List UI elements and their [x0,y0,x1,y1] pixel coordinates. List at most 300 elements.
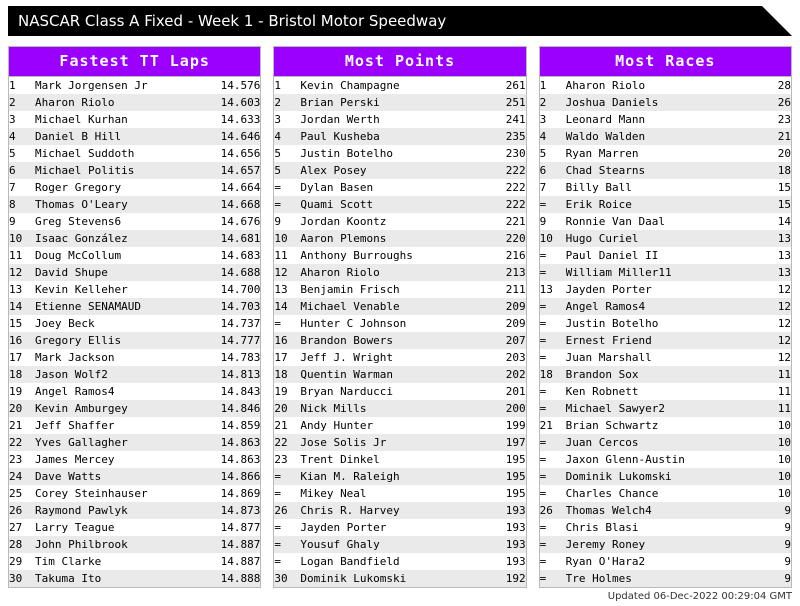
row-value: 192 [472,570,526,587]
row-position: = [539,487,547,500]
row-position: 3 [9,113,16,126]
row-position: 30 [274,570,300,587]
row-driver-name: Ernest Friend [566,332,737,349]
table-row [540,519,791,536]
row-driver-name: Quami Scott [300,196,471,213]
row-driver-name: Chris R. Harvey [300,502,471,519]
row-position: 16 [274,332,300,349]
table-row [274,383,525,400]
row-value: 14.887 [206,536,260,553]
row-position: 12 [9,264,35,281]
row-position: 27 [9,521,23,534]
row-value: 193 [505,555,526,568]
table-row [9,94,260,111]
row-position: 2 [540,94,566,111]
row-driver-name: Ryan Marren [565,147,639,160]
row-value: 209 [505,317,526,330]
row-position: = [540,400,566,417]
row-value: 14.813 [206,366,260,383]
row-value: 14.783 [220,351,261,364]
row-value: 235 [472,128,526,145]
row-value: 14.843 [220,385,261,398]
row-driver-name: Anthony Burroughs [300,249,413,262]
row-value: 213 [472,264,526,281]
row-position: = [274,196,300,213]
row-position: = [274,468,300,485]
table-row [274,519,525,536]
row-position: 29 [9,555,23,568]
table-row [274,349,525,366]
row-value: 251 [472,94,526,111]
table-row [9,162,260,179]
row-driver-name: Jose Solis Jr [300,434,471,451]
row-driver-name: Juan Marshall [565,351,652,364]
table-row [274,332,525,349]
row-value: 11 [737,366,791,383]
row-value: 14.646 [206,128,260,145]
table-row [540,111,791,128]
table-row [274,145,525,162]
row-position: = [540,570,566,587]
row-value: 14.633 [220,113,261,126]
row-position: = [539,555,547,568]
row-position: 26 [540,502,566,519]
table-row [540,417,791,434]
row-position: = [539,249,547,262]
row-driver-name: Joshua Daniels [566,94,737,111]
row-value: 14.703 [206,298,260,315]
table-row [540,553,791,570]
table-row [9,349,260,366]
row-position: = [274,521,281,534]
table-row [274,94,525,111]
row-position: = [274,555,281,568]
row-driver-name: William Miller11 [566,264,737,281]
table-row [9,502,260,519]
corner-fold-decoration [762,6,792,36]
row-value: 21 [737,128,791,145]
row-position: 3 [274,113,281,126]
row-driver-name: Jeff J. Wright [300,351,394,364]
table-row [9,434,260,451]
table-row [9,519,260,536]
row-position: 6 [540,162,566,179]
table-most-races [540,77,791,587]
table-row [9,315,260,332]
row-position: 1 [539,79,547,92]
row-value: 14.688 [206,264,260,281]
panel-title-most-races: Most Races [540,47,791,77]
row-position: = [540,468,566,485]
row-driver-name: Chris Blasi [565,521,639,534]
row-driver-name: Angel Ramos4 [35,385,115,398]
row-position: = [539,453,547,466]
table-row [9,179,260,196]
table-most-points [274,77,525,587]
row-driver-name: Billy Ball [565,181,632,194]
row-position: 21 [9,419,23,432]
table-row [540,145,791,162]
table-row [274,434,525,451]
table-row [540,349,791,366]
table-row [274,485,525,502]
row-driver-name: Brian Perski [300,94,471,111]
row-position: 12 [274,264,300,281]
table-row [9,553,260,570]
row-position: = [539,385,547,398]
row-position: 5 [9,147,16,160]
row-driver-name: Michael Venable [300,298,471,315]
row-position: 5 [539,147,547,160]
row-value: 261 [505,79,526,92]
row-position: 19 [9,385,23,398]
row-value: 221 [505,215,526,228]
row-value: 199 [505,419,526,432]
row-driver-name: Jordan Werth [300,113,380,126]
row-value: 12 [737,332,791,349]
row-driver-name: Paul Daniel II [565,249,659,262]
row-value: 13 [737,264,791,281]
row-driver-name: Dominik Lukomski [566,468,737,485]
table-row [9,281,260,298]
row-position: = [539,317,547,330]
table-row [9,468,260,485]
row-position: 2 [9,94,35,111]
row-position: 10 [540,230,566,247]
row-value: 14.681 [206,230,260,247]
panel-most-points [273,46,526,588]
updated-timestamp: Updated 06-Dec-2022 00:29:04 GMT [607,591,792,602]
row-driver-name: Isaac González [35,230,206,247]
table-row [274,196,525,213]
row-driver-name: Andy Hunter [300,419,374,432]
title-bar [8,6,792,36]
row-position: 3 [539,113,547,126]
row-position: 10 [9,230,35,247]
row-driver-name: Jayden Porter [300,521,387,534]
table-row [274,502,525,519]
row-position: = [539,351,547,364]
row-value: 222 [505,181,526,194]
row-position: 17 [274,351,288,364]
table-row [9,111,260,128]
table-row [540,230,791,247]
row-position: = [540,434,566,451]
row-driver-name: Kevin Champagne [300,79,400,92]
table-row [9,213,260,230]
row-value: 207 [472,332,526,349]
row-position: 22 [9,434,35,451]
row-driver-name: Yousuf Ghaly [300,536,471,553]
row-value: 11 [737,400,791,417]
row-position: 23 [9,453,23,466]
table-row [274,128,525,145]
row-driver-name: Raymond Pawlyk [35,502,206,519]
row-value: 230 [505,147,526,160]
table-row [9,485,260,502]
row-value: 14.576 [220,79,261,92]
table-row [274,366,525,383]
row-driver-name: Tre Holmes [566,570,737,587]
row-position: = [274,181,281,194]
row-position: 9 [539,215,547,228]
row-value: 9 [737,536,791,553]
row-position: 23 [274,453,288,466]
row-value: 14.700 [220,283,261,296]
row-position: 11 [9,249,23,262]
row-driver-name: Mark Jackson [35,351,115,364]
row-position: = [274,487,281,500]
table-row [540,536,791,553]
table-row [9,570,260,587]
row-driver-name: Erik Roice [566,196,737,213]
table-row [274,468,525,485]
table-row [274,247,525,264]
row-driver-name: Michael Sawyer2 [566,400,737,417]
row-position: 18 [274,366,300,383]
stats-page [0,6,800,606]
row-driver-name: Greg Stevens6 [35,215,122,228]
row-position: 22 [274,434,300,451]
table-row [274,570,525,587]
row-position: = [540,298,566,315]
row-driver-name: Nick Mills [300,400,471,417]
row-driver-name: Hunter C Johnson [300,317,407,330]
row-value: 11 [777,385,791,398]
row-driver-name: Angel Ramos4 [566,298,737,315]
panels-container [8,46,792,588]
row-value: 14 [777,215,791,228]
row-value: 14.603 [206,94,260,111]
row-position: 8 [9,196,35,213]
row-value: 193 [472,536,526,553]
row-position: 15 [9,317,23,330]
row-value: 12 [777,351,791,364]
row-driver-name: Kevin Amburgey [35,400,206,417]
table-row [274,553,525,570]
table-row [540,94,791,111]
row-position: 1 [9,79,16,92]
table-row [540,281,791,298]
table-row [9,536,260,553]
row-value: 9 [737,570,791,587]
table-row [540,383,791,400]
row-value: 28 [777,79,791,92]
row-position: 21 [274,419,288,432]
table-row [540,128,791,145]
row-position: 4 [540,128,566,145]
table-row [9,366,260,383]
row-position: 18 [540,366,566,383]
row-driver-name: Mark Jorgensen Jr [35,79,148,92]
row-value: 241 [505,113,526,126]
row-driver-name: Thomas O'Leary [35,196,206,213]
table-row [540,451,791,468]
row-value: 9 [784,521,791,534]
row-position: 18 [9,366,35,383]
row-driver-name: Leonard Mann [565,113,646,126]
table-row [9,196,260,213]
table-row [274,162,525,179]
row-value: 209 [472,298,526,315]
row-value: 14.683 [220,249,261,262]
row-value: 13 [777,249,791,262]
row-driver-name: Michael Politis [35,162,206,179]
table-row [9,145,260,162]
table-row [540,332,791,349]
row-position: 26 [274,502,300,519]
row-position: 2 [274,94,300,111]
row-driver-name: Thomas Welch4 [566,502,737,519]
row-value: 26 [737,94,791,111]
table-row [540,264,791,281]
row-value: 14.887 [220,555,261,568]
table-row [9,417,260,434]
row-value: 14.866 [206,468,260,485]
table-row [274,536,525,553]
row-driver-name: Chad Stearns [566,162,737,179]
row-driver-name: Dylan Basen [300,181,374,194]
table-row [540,162,791,179]
row-value: 9 [737,502,791,519]
table-row [540,179,791,196]
row-driver-name: Doug McCollum [35,249,122,262]
row-driver-name: Jayden Porter [565,283,652,296]
row-value: 15 [737,196,791,213]
row-position: 9 [274,215,281,228]
row-driver-name: Kevin Kelleher [35,283,128,296]
row-driver-name: Justin Botelho [300,147,394,160]
row-driver-name: Bryan Narducci [300,385,394,398]
table-row [540,502,791,519]
table-row [9,230,260,247]
row-position: = [274,536,300,553]
table-row [9,451,260,468]
row-value: 14.873 [206,502,260,519]
row-value: 10 [737,434,791,451]
row-driver-name: Jason Wolf2 [35,366,206,383]
row-driver-name: Waldo Walden [566,128,737,145]
row-driver-name: Charles Chance [565,487,659,500]
row-value: 222 [472,162,526,179]
row-value: 12 [737,298,791,315]
row-driver-name: Etienne SENAMAUD [35,298,206,315]
table-row [274,264,525,281]
row-driver-name: Roger Gregory [35,181,122,194]
row-driver-name: Brandon Sox [566,366,737,383]
row-value: 10 [777,487,791,500]
row-driver-name: David Shupe [35,264,206,281]
row-position: 14 [9,298,35,315]
row-value: 14.888 [206,570,260,587]
row-value: 14.777 [206,332,260,349]
row-position: 19 [274,385,288,398]
panel-title-most-points: Most Points [274,47,525,77]
row-value: 14.668 [206,196,260,213]
row-driver-name: Aharon Riolo [300,264,471,281]
row-position: 13 [9,283,23,296]
row-driver-name: John Philbrook [35,536,206,553]
row-position: 10 [274,230,300,247]
row-position: 13 [539,283,553,296]
row-value: 14.877 [220,521,261,534]
row-value: 14.869 [220,487,261,500]
row-driver-name: James Mercey [35,453,115,466]
row-driver-name: Jeremy Roney [566,536,737,553]
table-row [540,434,791,451]
row-position: 4 [9,128,35,145]
row-value: 10 [777,419,791,432]
row-driver-name: Alex Posey [300,162,471,179]
row-driver-name: Daniel B Hill [35,128,206,145]
row-value: 14.737 [220,317,261,330]
row-position: 16 [9,332,35,349]
table-row [274,315,525,332]
table-row [9,400,260,417]
table-row [274,111,525,128]
row-position: = [540,264,566,281]
table-row [9,332,260,349]
table-row [540,366,791,383]
row-driver-name: Michael Suddoth [35,147,135,160]
table-row [540,570,791,587]
row-position: = [540,536,566,553]
row-driver-name: Quentin Warman [300,366,471,383]
row-position: = [540,332,566,349]
row-driver-name: Michael Kurhan [35,113,128,126]
table-row [9,247,260,264]
row-driver-name: Ken Robnett [565,385,639,398]
row-position: 1 [274,79,281,92]
table-row [540,213,791,230]
row-driver-name: Ronnie Van Daal [565,215,665,228]
row-driver-name: Yves Gallagher [35,434,206,451]
panel-fastest-tt-laps [8,46,261,588]
row-value: 23 [777,113,791,126]
table-row [274,281,525,298]
row-value: 222 [472,196,526,213]
table-row [274,213,525,230]
row-driver-name: Ryan O'Hara2 [565,555,646,568]
table-row [274,179,525,196]
row-driver-name: Jaxon Glenn-Austin [565,453,685,466]
table-row [540,196,791,213]
row-driver-name: Mikey Neal [300,487,367,500]
table-row [540,400,791,417]
row-value: 20 [777,147,791,160]
row-position: 11 [274,249,288,262]
table-row [274,417,525,434]
row-value: 195 [505,487,526,500]
table-row [540,485,791,502]
row-value: 14.676 [220,215,261,228]
row-driver-name: Corey Steinhauser [35,487,148,500]
row-value: 14.664 [220,181,261,194]
row-position: 14 [274,298,300,315]
row-value: 203 [505,351,526,364]
row-driver-name: Dominik Lukomski [300,570,471,587]
table-row [9,77,260,94]
panel-most-races [539,46,792,588]
row-value: 13 [737,230,791,247]
row-position: 20 [274,400,300,417]
row-driver-name: Justin Botelho [565,317,659,330]
row-driver-name: Juan Cercos [566,434,737,451]
table-row [540,247,791,264]
table-row [9,128,260,145]
row-value: 211 [505,283,526,296]
table-row [274,400,525,417]
